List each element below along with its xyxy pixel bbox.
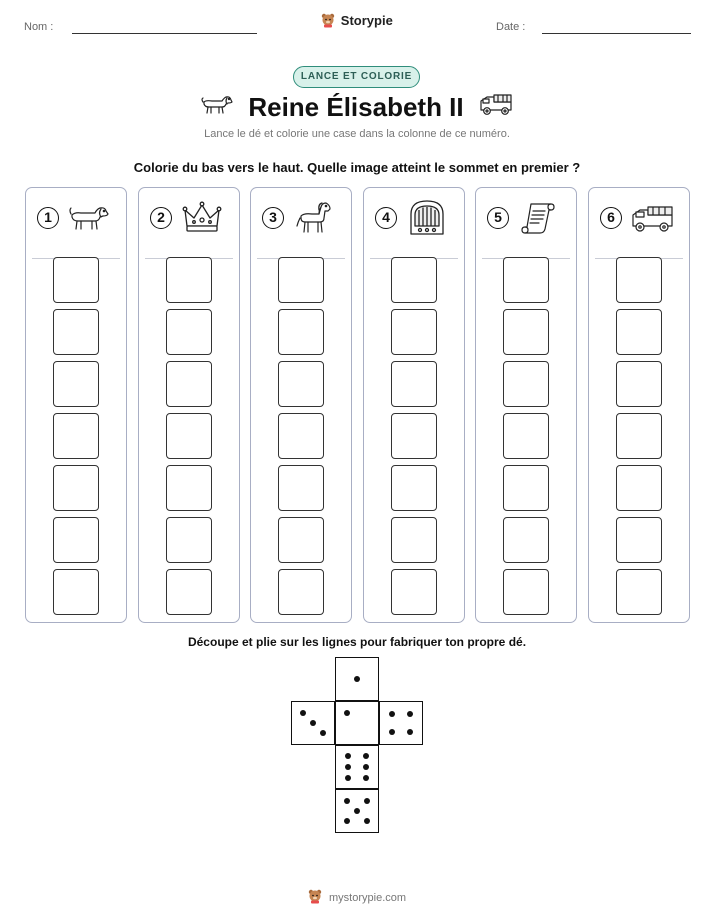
color-cell[interactable]: [616, 309, 662, 355]
column-header: [26, 198, 126, 240]
color-cell[interactable]: [278, 361, 324, 407]
instruction-text: Colorie du bas vers le haut. Quelle image atteint le sommet en premier ?: [133, 160, 581, 175]
color-cell[interactable]: [53, 257, 99, 303]
date-line[interactable]: [542, 33, 691, 34]
column-number: 2: [150, 207, 172, 229]
horse-icon: [292, 198, 336, 243]
column-header: [476, 198, 576, 240]
color-cell[interactable]: [278, 569, 324, 615]
truck-icon: [630, 198, 676, 243]
title-row: [0, 91, 714, 124]
truck-icon: [478, 91, 514, 124]
die-face-1: [335, 657, 379, 701]
color-cell[interactable]: [503, 517, 549, 563]
color-cell[interactable]: [391, 569, 437, 615]
color-cell[interactable]: [166, 517, 212, 563]
column-header: [139, 198, 239, 240]
color-cell[interactable]: [166, 569, 212, 615]
die-face-3: [291, 701, 335, 745]
activity-badge: LANCE ET COLORIE: [293, 66, 420, 88]
cut-instruction: Découpe et plie sur les lignes pour fabriquer ton propre dé.: [187, 635, 527, 649]
color-cell[interactable]: [391, 517, 437, 563]
column-number: 3: [262, 207, 284, 229]
die-face-1-center: [335, 701, 379, 745]
column-1: [25, 187, 127, 623]
column-header: [251, 198, 351, 240]
color-cell[interactable]: [616, 257, 662, 303]
color-cell[interactable]: [391, 413, 437, 459]
column-number: 5: [487, 207, 509, 229]
dog-icon: [200, 92, 234, 123]
column-header: [364, 198, 464, 240]
color-cell[interactable]: [503, 413, 549, 459]
color-cell[interactable]: [503, 257, 549, 303]
color-cell[interactable]: [278, 257, 324, 303]
column-2: [138, 187, 240, 623]
column-3: [250, 187, 352, 623]
brand-logo: [0, 13, 714, 31]
color-cell[interactable]: [166, 413, 212, 459]
bear-logo-icon: [321, 13, 335, 31]
column-number: 4: [375, 207, 397, 229]
page-title: Reine Élisabeth II: [248, 92, 464, 122]
scroll-icon: [517, 198, 561, 243]
color-cell[interactable]: [391, 361, 437, 407]
color-cell[interactable]: [278, 309, 324, 355]
color-cell[interactable]: [166, 309, 212, 355]
color-cell[interactable]: [53, 413, 99, 459]
color-cell[interactable]: [166, 361, 212, 407]
die-face-4: [379, 701, 423, 745]
color-cell[interactable]: [391, 309, 437, 355]
radio-icon: [405, 198, 449, 243]
brand-name: Storypie: [340, 13, 393, 28]
color-cell[interactable]: [616, 569, 662, 615]
column-header: [589, 198, 689, 240]
color-cell[interactable]: [278, 465, 324, 511]
color-cell[interactable]: [503, 309, 549, 355]
color-cell[interactable]: [391, 257, 437, 303]
die-face-6: [335, 745, 379, 789]
color-cell[interactable]: [503, 465, 549, 511]
color-cell[interactable]: [166, 465, 212, 511]
color-cell[interactable]: [53, 517, 99, 563]
date-label: Date :: [496, 21, 526, 33]
color-cell[interactable]: [53, 465, 99, 511]
column-number: 1: [37, 207, 59, 229]
footer-url[interactable]: mystorypie.com: [329, 892, 407, 904]
color-cell[interactable]: [616, 465, 662, 511]
column-5: [475, 187, 577, 623]
dog-icon: [67, 198, 111, 243]
color-cell[interactable]: [616, 517, 662, 563]
die-face-5: [335, 789, 379, 833]
bear-logo-icon: [308, 889, 322, 907]
color-cell[interactable]: [503, 361, 549, 407]
column-4: [363, 187, 465, 623]
name-label: Nom :: [24, 21, 54, 33]
color-cell[interactable]: [616, 361, 662, 407]
color-cell[interactable]: [503, 569, 549, 615]
color-cell[interactable]: [278, 517, 324, 563]
color-cell[interactable]: [391, 465, 437, 511]
color-cell[interactable]: [53, 361, 99, 407]
color-cell[interactable]: [616, 413, 662, 459]
name-line[interactable]: [72, 33, 257, 34]
subtitle: Lance le dé et colorie une case dans la colonne de ce numéro.: [204, 128, 510, 140]
color-cell[interactable]: [53, 569, 99, 615]
color-cell[interactable]: [278, 413, 324, 459]
footer: [0, 889, 714, 907]
column-6: [588, 187, 690, 623]
crown-icon: [180, 198, 224, 243]
column-number: 6: [600, 207, 622, 229]
color-cell[interactable]: [53, 309, 99, 355]
color-cell[interactable]: [166, 257, 212, 303]
